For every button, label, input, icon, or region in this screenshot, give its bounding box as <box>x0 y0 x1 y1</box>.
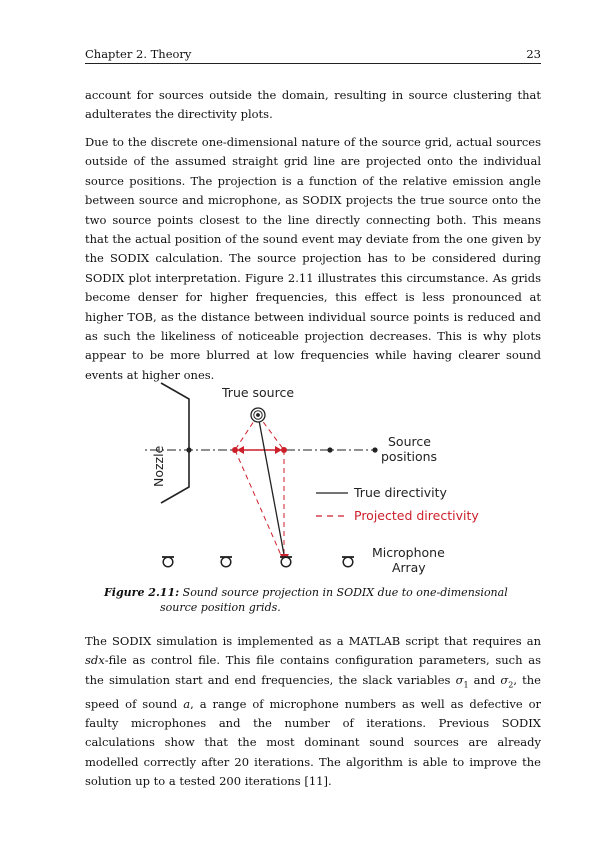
microphone-array-label: Microphone <box>372 545 445 560</box>
legend-projected-label: Projected directivity <box>354 508 479 523</box>
sdx-term: sdx <box>85 653 105 668</box>
projected-point <box>281 447 287 453</box>
caption-text: Sound source projection in SODIX due to one-dimensional source position grids. <box>160 586 508 614</box>
projection-arrowhead <box>275 446 282 454</box>
legend-true-label: True directivity <box>354 485 447 500</box>
header-rule <box>85 63 541 64</box>
source-point <box>186 447 191 452</box>
caption-label: Figure 2.11: <box>104 586 180 599</box>
microphone-icon <box>342 557 354 567</box>
projected-point <box>232 447 238 453</box>
true-directivity-line <box>258 415 285 560</box>
paragraph-3: The SODIX simulation is implemented as a MATLAB script that requires an sdx-file as control file. This file contains configuration parameters, such as the simulation start and end frequencies, the slack variables $\sigma_1$ and $\sigma_2$, the speed of sound a, a range of microphone numbers as well as defective or faulty microphones and the number of iterations. Previous SODIX calculations show that the most dominant sound sources are already modelled correctly after 20 iterations. The algorithm is able to improve the solution up to a tested 200 iterations [11]. <box>85 634 541 789</box>
source-point <box>372 447 377 452</box>
figure-caption <box>104 585 528 615</box>
page-number: 23 <box>526 47 541 61</box>
page-header <box>85 47 541 63</box>
speed-of-sound-symbol: a <box>183 696 191 711</box>
nozzle-label: Nozzle <box>151 445 166 487</box>
figure-source-projection <box>145 380 485 580</box>
projected-line <box>235 450 284 562</box>
projection-diagram <box>145 380 485 580</box>
microphone-icon <box>280 557 292 567</box>
projection-arrowhead <box>237 446 244 454</box>
microphone-icon <box>162 557 174 567</box>
paragraph-2: Due to the discrete one-dimensional nature of the source grid, actual sources outside of the assumed straight grid line are projected onto the individual source positions. The projection is a function of the relative emission angle between source and microphone, as SODIX projects the true source onto the two source points closest to the line directly connecting both. This means that the actual position of the sound event may deviate from the one given by the SODIX calculation. The source projection has to be considered during SODIX plot interpretation. Figure 2.11 illustrates this circumstance. As grids become denser for higher frequencies, this effect is less pronounced at higher TOB, as the distance between individual source points is reduced and as such the likeliness of noticeable projection decreases. This is why plots appear to be more blurred at low frequencies while having clearer sound events at higher ones. <box>85 135 541 382</box>
source-positions-label-2: positions <box>381 449 438 464</box>
microphone-array-label-2: Array <box>392 560 426 575</box>
chapter-title: Chapter 2. Theory <box>85 47 192 61</box>
source-positions-label: Source <box>388 434 431 449</box>
source-point <box>327 447 332 452</box>
sigma-2: σ <box>500 672 509 687</box>
true-source-label: True source <box>222 385 295 400</box>
microphone-icon <box>220 557 232 567</box>
sigma-1: σ <box>455 672 464 687</box>
paragraph-1: account for sources outside the domain, resulting in source clustering that adulterates the directivity plots. <box>85 88 541 122</box>
